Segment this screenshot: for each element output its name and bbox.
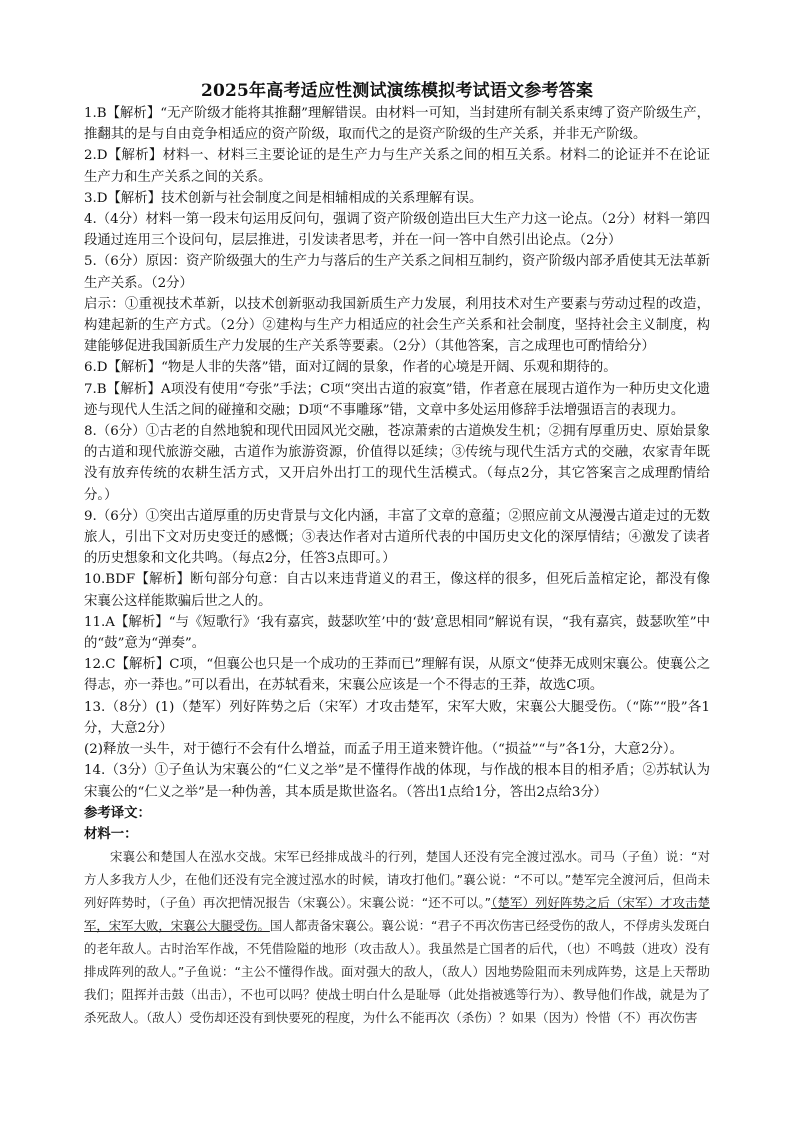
material-one-heading: 材料一： [84, 825, 138, 842]
answer-item-7: 7.B【解析】A项没有使用“夸张”手法；C项“突出古道的寂寞”错，作者意在展现古道作为一种历史文化遗迹与现代人生活之间的碰撞和交融；D项“不事雕琢”错，文章中多处运用修辞手法增强语言的表现力。 [84, 381, 710, 418]
translation-text-part2: 国人都责备宋襄公。襄公说：“君子不再次伤害已经受伤的敌人，不俘虏头发斑白的老年敌人。古时治军作战，不凭借险隘的地形（攻击敌人）。我虽然是亡国者的后代，（也）不鸣鼓（进攻）没有排成阵列的敌人。”子鱼说：“主公不懂得作战。面对强大的敌人，（敌人）因地势险阻而未列成阵势，这是上天帮助我们；阻挥并击鼓（出击），不也可以吗？使战士明白什么是耻辱（此处指被逃等行为）、教导他们作战，就是为了杀死敌人。（敌人）受伤却还没有到快要死的程度，为什么不能再次（杀伤）？如果（因为）怜惜（不）再次伤害 [84, 918, 710, 1026]
answer-item-6: 6.D【解析】“物是人非的失落”错，面对辽阔的景象，作者的心境是开阔、乐观和期待的。 [84, 360, 617, 376]
translation-paragraph [84, 845, 710, 1029]
answer-item-11: 11.A【解析】“与《短歌行》‘我有嘉宾，鼓瑟吹笙’中的‘鼓’意思相同”解说有误，“我有嘉宾，鼓瑟吹笙”中的“鼓”意为“弹奏”。 [84, 614, 710, 652]
answer-item-14: 14.（3分）①子鱼认为宋襄公的“仁义之举”是不懂得作战的体现，与作战的根本目的相矛盾；②苏轼认为宋襄公的“仁义之举”是一种伪善，其本质是欺世盗名。（答出1点给1分，答出2点给3分） [84, 763, 710, 800]
answer-item-2: 2.D【解析】材料一、材料三主要论证的是生产力与生产关系之间的相互关系。材料二的论证并不在论证生产力和生产关系之间的关系。 [84, 148, 710, 185]
answer-item-4: 4.（4分）材料一第一段末句运用反问句，强调了资产阶级创造出巨大生产力这一论点。（2分）材料一第四段通过连用三个设问句，层层推进，引发读者思考，并在一问一答中自然引出论点。（2分） [84, 212, 710, 249]
answer-list [84, 103, 710, 803]
translation-text-part1: 宋襄公和楚国人在泓水交战。宋军已经排成战斗的行列，楚国人还没有完全渡过泓水。司马（子鱼）说：“对方人多我方人少，在他们还没有完全渡过泓水的时候，请攻打他们。”襄公说：“不可以。”楚军完全渡河后，但尚未列好阵势时，（子鱼）再次把情况报告（宋襄公）。宋襄公说：“还不可以。” [84, 849, 710, 911]
answer-item-13-1: 13.（8分）(1)（楚军）列好阵势之后（宋军）才攻击楚军，宋军大败，宋襄公大腿受伤。（“陈”“股”各1分，大意2分） [84, 699, 710, 736]
page-title: 2025年高考适应性测试演练模拟考试语文参考答案 [200, 81, 594, 101]
reference-translation-heading: 参考译文： [84, 804, 151, 821]
answer-item-12: 12.C【解析】C项，“但襄公也只是一个成功的王莽而已”理解有误，从原文“使莽无成则宋襄公。使襄公之得志，亦一莽也。”可以看出，在苏轼看来，宋襄公应该是一个不得志的王莽，故选C项。 [84, 657, 710, 694]
answer-item-3: 3.D【解析】技术创新与社会制度之间是相辅相成的关系理解有误。 [84, 190, 483, 206]
answer-item-5: 5.（6分）原因：资产阶级强大的生产力与落后的生产关系之间相互制约，资产阶级内部矛盾使其无法革新生产关系。（2分） [84, 254, 710, 291]
translation-underlined-text: （楚军）列好阵势之后（宋军）才攻击楚军，宋军大败，宋襄公大腿受伤。 [84, 895, 710, 934]
answer-item-10: 10.BDF【解析】断句部分句意：自古以来违背道义的君王，像这样的很多，但死后盖棺定论，都没有像宋襄公这样能欺骗后世之人的。 [84, 572, 710, 609]
answer-item-5-inspiration: 启示：①重视技术革新，以技术创新驱动我国新质生产力发展，利用技术对生产要素与劳动过程的改造，构建起新的生产方式。（2分）②建构与生产力相适应的社会生产关系和社会制度，坚持社会主义制度，构建能够促进我国新质生产力发展的生产关系等要素。（2分）（其他答案，言之成理也可酌情给分） [84, 296, 710, 355]
answer-item-13-2: (2)释放一头牛，对于德行不会有什么增益，而孟子用王道来赞许他。（“损益”“与”各1分，大意2分）。 [84, 742, 684, 758]
answer-item-1: 1.B【解析】“无产阶级才能将其推翻”理解错误。由材料一可知，当封建所有制关系束缚了资产阶级生产，推翻其的是与自由竞争相适应的资产阶级，取而代之的是资产阶级的生产关系，并非无产阶级。 [84, 106, 710, 143]
answer-item-9: 9.（6分）①突出古道厚重的历史背景与文化内涵，丰富了文章的意蕴；②照应前文从漫漫古道走过的无数旅人，引出下文对历史变迁的感慨；③表达作者对古道所代表的中国历史文化的深厚情结；④激发了读者的历史想象和文化共鸣。（每点2分，任答3点即可。） [84, 508, 710, 567]
answer-item-8: 8.（6分）①古老的自然地貌和现代田园风光交融，苍凉萧索的古道焕发生机；②拥有厚重历史、原始景象的古道和现代旅游交融，古道作为旅游资源，价值得以延续；③传统与现代生活方式的交融，农家青年既没有放弃传统的农耕生活方式，又开启外出打工的现代生活模式。（每点2分，其它答案言之成理酌情给分。） [84, 424, 710, 503]
